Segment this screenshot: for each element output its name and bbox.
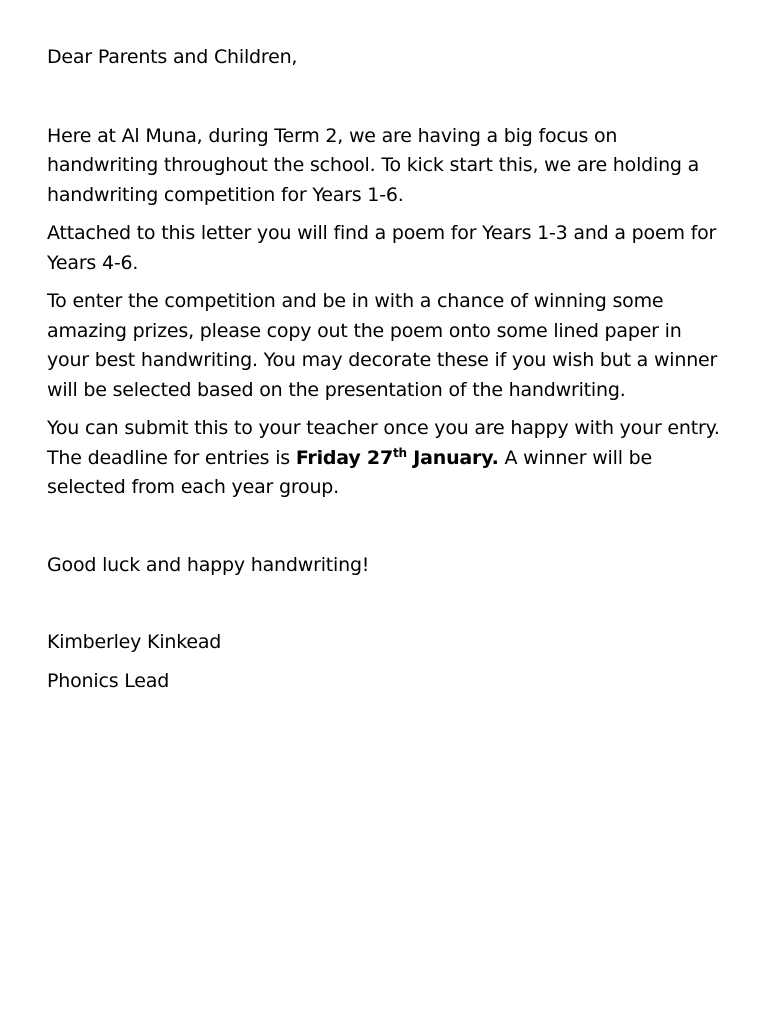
paragraph-instructions: To enter the competition and be in with a chance of winning some amazing prizes, please copy out the poem onto some lined paper in your best handwriting. You may decorate these if you wish but a winner will be selected based on the presentation of the handwriting. xyxy=(47,290,718,401)
paragraph-attachment: Attached to this letter you will find a poem for Years 1-3 and a poem for Years 4-6. xyxy=(47,222,717,274)
signature-title: Phonics Lead xyxy=(47,669,170,692)
closing-line: Good luck and happy handwriting! xyxy=(47,553,370,576)
deadline-day: Friday 27 xyxy=(295,446,393,469)
deadline-text-before: You can submit this to your teacher once you are happy with your entry. The deadline for entries is xyxy=(47,417,720,469)
letter-body xyxy=(47,43,727,696)
signature-name: Kimberley Kinkead xyxy=(47,631,222,653)
paragraph-deadline xyxy=(47,414,727,503)
deadline-text-after: A winner will be selected from each year group. xyxy=(47,446,652,498)
deadline-month: January. xyxy=(406,446,499,469)
deadline-ordinal-suffix: th xyxy=(392,445,407,460)
paragraph-intro: Here at Al Muna, during Term 2, we are having a big focus on handwriting throughout the school. To kick start this, we are holding a handwriting competition for Years 1-6. xyxy=(47,124,700,206)
greeting: Dear Parents and Children, xyxy=(47,46,298,68)
